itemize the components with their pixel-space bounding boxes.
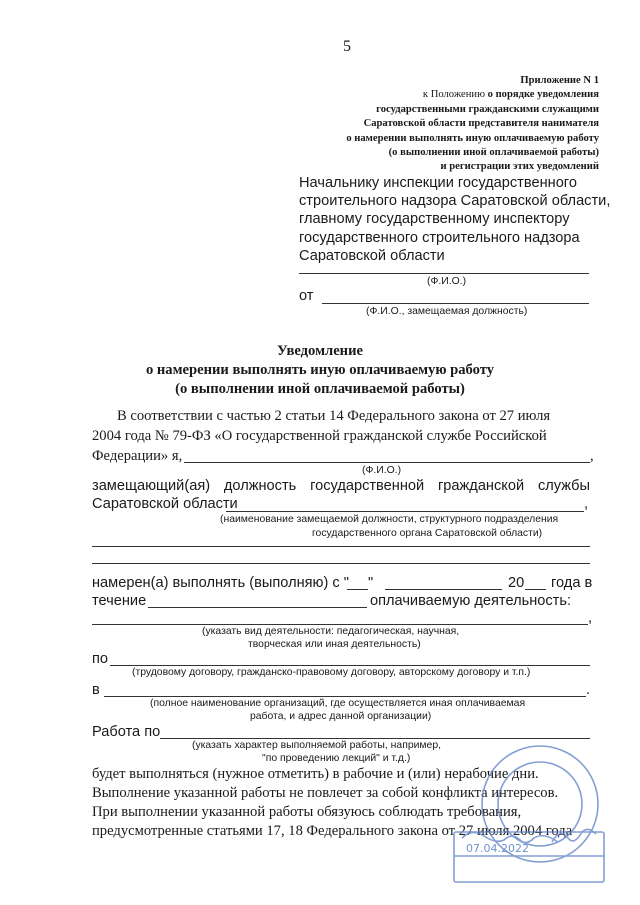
official-stamp-seal	[442, 742, 612, 890]
organization-caption-2: работа, и адрес данной организации)	[250, 711, 432, 722]
name-line[interactable]	[184, 462, 590, 463]
position-line-1	[92, 478, 590, 494]
addressee-line-5: Саратовской области	[299, 247, 445, 264]
work-label: Работа по	[92, 724, 161, 740]
intent-duration-line[interactable]	[148, 607, 367, 608]
intent-month-line[interactable]	[385, 589, 502, 590]
final-line-1: будет выполняться (нужное отметить) в рабочие и (или) нерабочие дни.	[92, 766, 539, 782]
annex-line-3: государственными гражданскими служащими	[376, 103, 599, 115]
intent-year-prefix: 20	[508, 575, 525, 591]
annex-line-2	[346, 88, 599, 102]
name-line-comma: ,	[590, 448, 594, 464]
stamp-inner-ring	[498, 762, 582, 846]
annex-header	[346, 74, 599, 175]
position-fill-line[interactable]	[226, 511, 584, 512]
activity-line[interactable]	[92, 624, 588, 625]
organization-label: в	[92, 682, 100, 698]
intent-text-1: намерен(а) выполнять (выполняю) с "	[92, 575, 349, 591]
work-line[interactable]	[160, 738, 590, 739]
position-extra-line-2[interactable]	[92, 563, 590, 564]
addressee-line-1: Начальнику инспекции государственного	[299, 175, 577, 191]
contract-line[interactable]	[110, 665, 590, 666]
name-caption: (Ф.И.О.)	[362, 465, 402, 476]
organization-period: .	[586, 682, 591, 698]
title-line-2: о намерении выполнять иную оплачиваемую работу	[145, 362, 495, 378]
contract-label: по	[92, 651, 109, 667]
position-comma: ,	[584, 496, 589, 512]
stamp-date: 07.04.2022	[466, 842, 529, 855]
position-extra-line-1[interactable]	[92, 546, 590, 547]
position-word-3: государственной	[310, 478, 425, 494]
position-caption-2: государственного органа Саратовской области)	[312, 528, 543, 539]
organization-line[interactable]	[104, 696, 586, 697]
stamp-registration-box	[454, 832, 604, 882]
position-caption-1: (наименование замещаемой должности, структурного подразделения	[220, 514, 559, 525]
annex-line-5: о намерении выполнять иную оплачиваемую работу	[346, 132, 599, 144]
annex-line-6: (о выполнении иной оплачиваемой работы)	[388, 147, 599, 159]
final-line-2: Выполнение указанной работы не повлечет за собой конфликта интересов.	[92, 785, 559, 801]
body-p1-line-1: В соответствии с частью 2 статьи 14 Федерального закона от 27 июля	[117, 408, 551, 424]
final-line-3: При выполнении указанной работы обязуюсь соблюдать требования,	[92, 804, 522, 820]
from-caption: (Ф.И.О., замещаемая должность)	[366, 306, 528, 317]
work-caption-1: (указать характер выполняемой работы, например,	[192, 740, 441, 751]
annex-line-1: Приложение N 1	[520, 75, 599, 86]
addressee-line-4: государственного строительного надзора	[299, 229, 580, 246]
body-p1-line-2: 2004 года № 79-ФЗ «О государственной гражданской службе Российской	[92, 428, 547, 444]
from-line[interactable]	[322, 303, 589, 304]
annex-line-2-rest: о порядке уведомления	[484, 89, 599, 101]
intent-year-suffix: года в	[551, 575, 593, 591]
position-word-4: гражданской	[437, 478, 525, 494]
annex-line-4: Саратовской области представителя нанимателя	[363, 118, 599, 130]
position-word-1: замещающий(ая)	[92, 478, 211, 494]
intent-day-line[interactable]	[347, 589, 368, 590]
final-line-4: предусмотренные статьями 17, 18 Федерального закона от 27 июля 2004 года	[92, 823, 573, 839]
activity-caption-1: (указать вид деятельности: педагогическая, научная,	[202, 626, 460, 637]
addressee-line-3: главному государственному инспектору	[299, 211, 570, 228]
title-line-3: (о выполнении иной оплачиваемой работы)	[175, 381, 465, 397]
addressee-line-2: строительного надзора Саратовской области,	[299, 193, 611, 210]
intent-activity-label: оплачиваемую деятельность:	[370, 593, 572, 609]
from-label: от	[299, 288, 314, 304]
activity-comma: ,	[588, 610, 593, 626]
position-word-5: службы	[537, 478, 590, 494]
addressee-fio-caption: (Ф.И.О.)	[427, 276, 467, 287]
organization-caption-1: (полное наименование организаций, где осуществляется иная оплачиваемая	[150, 698, 526, 709]
notice-title	[0, 342, 640, 399]
position-line-2: Саратовской области	[92, 496, 238, 512]
intent-quote-close: "	[368, 575, 374, 591]
intent-year-line[interactable]	[525, 589, 546, 590]
work-caption-2: "по проведению лекций" и т.д.)	[262, 753, 411, 764]
activity-caption-2: творческая или иная деятельность)	[248, 639, 421, 650]
annex-line-2-prefix: к Положению	[422, 89, 485, 101]
addressee-fio-line[interactable]	[299, 273, 589, 274]
contract-caption: (трудовому договору, гражданско-правовому договору, авторскому договору и т.п.)	[132, 667, 531, 678]
position-word-2: должность	[223, 478, 297, 494]
title-line-1: Уведомление	[277, 343, 363, 359]
annex-line-7: и регистрации этих уведомлений	[440, 161, 599, 173]
body-p1-line-3: Федерации» я,	[92, 448, 183, 464]
intent-during-label: течение	[92, 593, 147, 609]
page-number: 5	[343, 38, 351, 55]
addressee-block	[299, 174, 610, 265]
